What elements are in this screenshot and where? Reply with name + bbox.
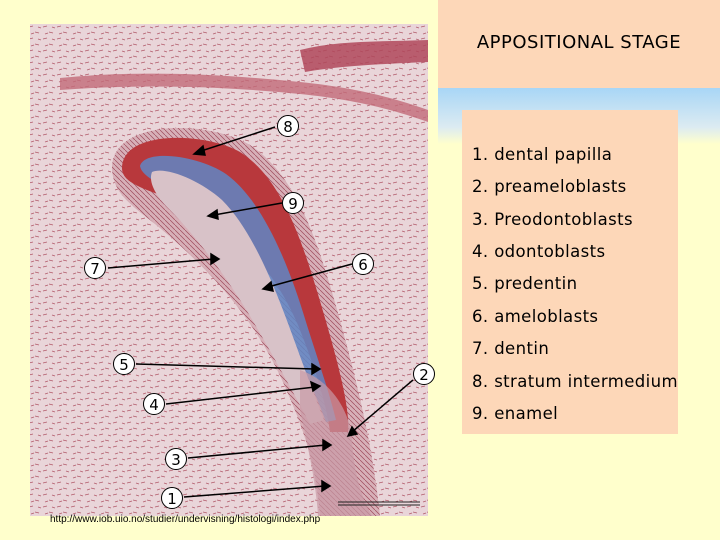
source-url: http://www.iob.uio.no/studier/undervisning/histologi/index.php xyxy=(50,514,321,525)
label-4: 4 xyxy=(143,393,165,415)
legend-item-7: 7. dentin xyxy=(472,339,550,358)
label-6: 6 xyxy=(352,253,374,275)
label-2: 2 xyxy=(413,363,435,385)
legend-item-3: 3. Preodontoblasts xyxy=(472,210,633,229)
legend-item-1: 1. dental papilla xyxy=(472,145,613,164)
label-1: 1 xyxy=(161,487,183,509)
label-5: 5 xyxy=(113,353,135,375)
legend-item-9: 9. enamel xyxy=(472,404,559,423)
legend-item-6: 6. ameloblasts xyxy=(472,307,599,326)
legend-item-4: 4. odontoblasts xyxy=(472,242,606,261)
label-9: 9 xyxy=(282,192,304,214)
label-7: 7 xyxy=(84,257,106,279)
label-8: 8 xyxy=(277,115,299,137)
legend-item-5: 5. predentin xyxy=(472,274,578,293)
legend-item-2: 2. preameloblasts xyxy=(472,177,627,196)
legend-item-8: 8. stratum intermedium xyxy=(472,372,678,391)
label-3: 3 xyxy=(165,448,187,470)
slide-title: APPOSITIONAL STAGE xyxy=(476,32,682,53)
